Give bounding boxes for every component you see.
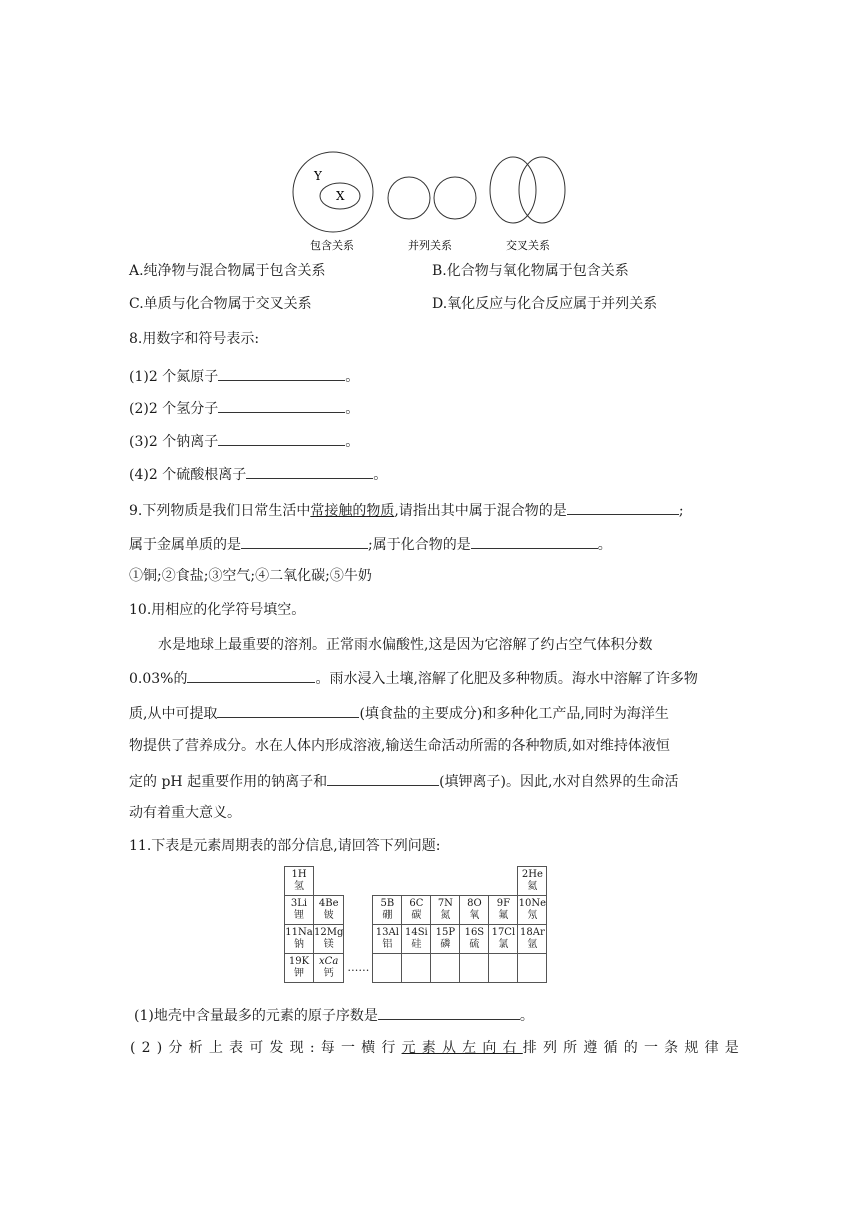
q8-title: 8.用数字和符号表示: <box>129 331 260 347</box>
q8-item-2-text: (2)2 个氢分子 <box>129 401 219 417</box>
q11-sub2-a: (2)分析上表可发现:每一横行 <box>130 1040 402 1056</box>
q8-item-1 <box>129 365 359 387</box>
q10-p2-b: 。雨水浸入土壤,溶解了化肥及多种物质。海水中溶解了许多物 <box>315 671 698 687</box>
element-name: 硅 <box>411 939 422 950</box>
q8-answer-blank-3[interactable] <box>218 430 345 446</box>
empty-element-cell <box>431 954 460 983</box>
element-name: 氖 <box>527 910 538 921</box>
q7-option-b: B.化合物与氧化物属于包含关系 <box>432 263 629 279</box>
element-cell-mg <box>314 925 344 954</box>
q8-item-4-text: (4)2 个硫酸根离子 <box>129 467 247 483</box>
q10-p3-b: (填食盐的主要成分)和多种化工产品,同时为海洋生 <box>359 706 669 722</box>
q11-sub2-underlined: 元素从左向右 <box>401 1040 523 1056</box>
element-cell-n <box>431 896 460 925</box>
q10-answer-blank-1[interactable] <box>187 667 315 683</box>
element-symbol: 8O <box>467 898 482 909</box>
element-symbol: 1H <box>291 869 307 880</box>
element-symbol: 2He <box>521 869 543 880</box>
empty-element-cell <box>373 954 402 983</box>
q11-sub2-b: 排列所遵循的一条规律是 <box>522 1040 745 1056</box>
element-cell-cl <box>489 925 518 954</box>
caption-contain: 包含关系 <box>310 239 354 252</box>
element-name: 氩 <box>527 939 538 950</box>
element-cell-na <box>285 925 314 954</box>
empty-cell <box>460 867 489 896</box>
caption-parallel: 并列关系 <box>408 239 452 252</box>
empty-cell <box>489 867 518 896</box>
element-cell-o <box>460 896 489 925</box>
q11-sub1-text: (1)地壳中含量最多的元素的原子序数是 <box>134 1008 378 1024</box>
element-cell-b <box>373 896 402 925</box>
element-symbol: 10Ne <box>518 898 547 909</box>
q9-l1-end: ; <box>678 503 684 519</box>
element-symbol: 19K <box>288 956 310 967</box>
element-cell-he <box>518 867 547 896</box>
element-cell-k <box>285 954 314 983</box>
element-name: 氯 <box>498 939 509 950</box>
q11-sub-1 <box>134 1004 534 1026</box>
element-symbol: 7N <box>437 898 453 909</box>
element-name: 钙 <box>323 968 334 979</box>
q9-answer-blank-mixture[interactable] <box>567 499 679 515</box>
q9-l2-a: 属于金属单质的是 <box>129 537 241 553</box>
element-name: 硫 <box>469 939 480 950</box>
q11-answer-blank-1[interactable] <box>378 1004 520 1020</box>
empty-cell <box>402 867 431 896</box>
element-name: 氧 <box>469 910 480 921</box>
q10-p3-a: 质,从中可提取 <box>129 706 218 722</box>
element-cell-h <box>285 867 314 896</box>
q10-p2-a: 0.03%的 <box>129 671 188 687</box>
q10-p5-b: (填钾离子)。因此,水对自然界的生命活 <box>439 774 679 790</box>
element-symbol: 14Si <box>404 927 428 938</box>
q9-l1-b: ,请指出其中属于混合物的是 <box>394 503 567 519</box>
q9-answer-blank-compound[interactable] <box>471 533 598 549</box>
empty-cell <box>344 896 373 925</box>
q8-answer-blank-2[interactable] <box>218 397 345 413</box>
element-symbol: 13Al <box>375 927 399 938</box>
element-symbol: 12Mg <box>314 927 344 938</box>
q10-para-line-4: 物提供了营养成分。水在人体内形成溶液,输送生命活动所需的各种物质,如对维持体液恒 <box>129 738 670 754</box>
element-symbol: 11Na <box>285 927 313 938</box>
element-name: 氟 <box>498 910 509 921</box>
parallel-circle-right <box>434 177 476 219</box>
q8-item-2 <box>129 397 359 419</box>
q7-option-a: A.纯净物与混合物属于包含关系 <box>129 263 326 279</box>
element-cell-f <box>489 896 518 925</box>
contain-inner-label: X <box>336 189 345 203</box>
cross-ellipse-right <box>519 157 565 223</box>
q8-item-4-end: 。 <box>373 467 388 483</box>
q8-item-1-end: 。 <box>345 369 360 385</box>
table-row <box>285 896 547 925</box>
q9-line-3: ①铜;②食盐;③空气;④二氧化碳;⑤牛奶 <box>129 568 372 584</box>
q8-item-4 <box>129 463 387 485</box>
element-cell-s <box>460 925 489 954</box>
element-symbol: 6C <box>409 898 424 909</box>
q8-item-1-text: (1)2 个氮原子 <box>129 369 219 385</box>
table-row <box>285 867 547 896</box>
element-name: 铍 <box>323 910 334 921</box>
table-row <box>285 954 547 983</box>
q10-para-line-2 <box>129 667 698 689</box>
q8-answer-blank-4[interactable] <box>246 463 373 479</box>
q10-answer-blank-3[interactable] <box>327 770 439 786</box>
q10-answer-blank-2[interactable] <box>217 702 359 718</box>
element-cell-ca <box>314 954 344 983</box>
empty-cell <box>431 867 460 896</box>
element-name: 钾 <box>294 968 304 979</box>
q9-l1-a: 9.下列物质是我们日常生活中 <box>129 503 311 519</box>
element-name: 铝 <box>382 939 393 950</box>
element-symbol: 18Ar <box>520 927 545 938</box>
q7-option-d: D.氧化反应与化合反应属于并列关系 <box>432 296 658 312</box>
empty-element-cell <box>460 954 489 983</box>
q11-title: 11.下表是元素周期表的部分信息,请回答下列问题: <box>129 838 441 854</box>
element-symbol: 16S <box>464 927 485 938</box>
element-cell-ar <box>518 925 547 954</box>
parallel-circle-left <box>388 177 430 219</box>
q9-line-2 <box>129 533 612 555</box>
element-symbol: 17Cl <box>491 927 516 938</box>
ellipsis-cell: …… <box>347 961 370 974</box>
q10-title: 10.用相应的化学符号填空。 <box>129 602 306 618</box>
element-symbol: 4Be <box>318 898 339 909</box>
q10-para-line-3 <box>129 702 669 724</box>
table-row <box>285 925 547 954</box>
element-name: 镁 <box>323 939 334 950</box>
cross-ellipse-left <box>490 157 536 223</box>
element-cell-si <box>402 925 431 954</box>
element-cell-p <box>431 925 460 954</box>
q9-l1-underlined: 常接触的物质 <box>310 503 395 519</box>
element-cell-ne <box>518 896 547 925</box>
element-symbol: 9F <box>496 898 511 909</box>
q10-para-line-6: 动有着重大意义。 <box>129 805 241 821</box>
element-name: 磷 <box>440 939 451 950</box>
empty-cell <box>344 867 373 896</box>
element-cell-al <box>373 925 402 954</box>
element-cell-li <box>285 896 314 925</box>
contain-outer-circle <box>293 152 373 232</box>
element-name: 钠 <box>294 939 304 950</box>
q8-item-3 <box>129 430 359 452</box>
contain-outer-label: Y <box>314 169 322 183</box>
element-name: 氢 <box>294 881 304 892</box>
relationship-diagram <box>280 140 580 260</box>
element-symbol: 5B <box>380 898 395 909</box>
element-name: 氮 <box>440 910 451 921</box>
empty-cell <box>314 867 344 896</box>
q11-sub-2 <box>130 1038 745 1058</box>
q8-item-3-text: (3)2 个钠离子 <box>129 434 219 450</box>
q10-p5-a: 定的 pH 起重要作用的钠离子和 <box>129 774 328 790</box>
element-name: 锂 <box>294 910 304 921</box>
element-name: 氦 <box>527 881 538 892</box>
caption-cross: 交叉关系 <box>506 239 550 252</box>
q9-line-1 <box>129 499 684 521</box>
q10-para-line-1: 水是地球上最重要的溶剂。正常雨水偏酸性,这是因为它溶解了约占空气体积分数 <box>158 637 653 653</box>
q9-answer-blank-metal[interactable] <box>241 533 368 549</box>
element-symbol: 3Li <box>290 898 308 909</box>
element-symbol: 15P <box>435 927 456 938</box>
empty-element-cell <box>489 954 518 983</box>
q8-item-3-end: 。 <box>345 434 360 450</box>
q7-option-c: C.单质与化合物属于交叉关系 <box>129 296 312 312</box>
element-symbol: xCa <box>319 956 339 967</box>
empty-cell <box>373 867 402 896</box>
periodic-table <box>284 866 547 983</box>
q10-para-line-5 <box>129 770 678 792</box>
empty-cell <box>344 925 373 954</box>
q9-l2-b: ;属于化合物的是 <box>368 537 471 553</box>
q8-answer-blank-1[interactable] <box>218 365 345 381</box>
element-name: 碳 <box>411 910 422 921</box>
q11-sub1-end: 。 <box>519 1008 534 1024</box>
element-name: 硼 <box>382 910 393 921</box>
element-cell-be <box>314 896 344 925</box>
q8-item-2-end: 。 <box>345 401 360 417</box>
q9-l2-end: 。 <box>597 537 612 553</box>
empty-element-cell <box>402 954 431 983</box>
empty-element-cell <box>518 954 547 983</box>
element-cell-c <box>402 896 431 925</box>
